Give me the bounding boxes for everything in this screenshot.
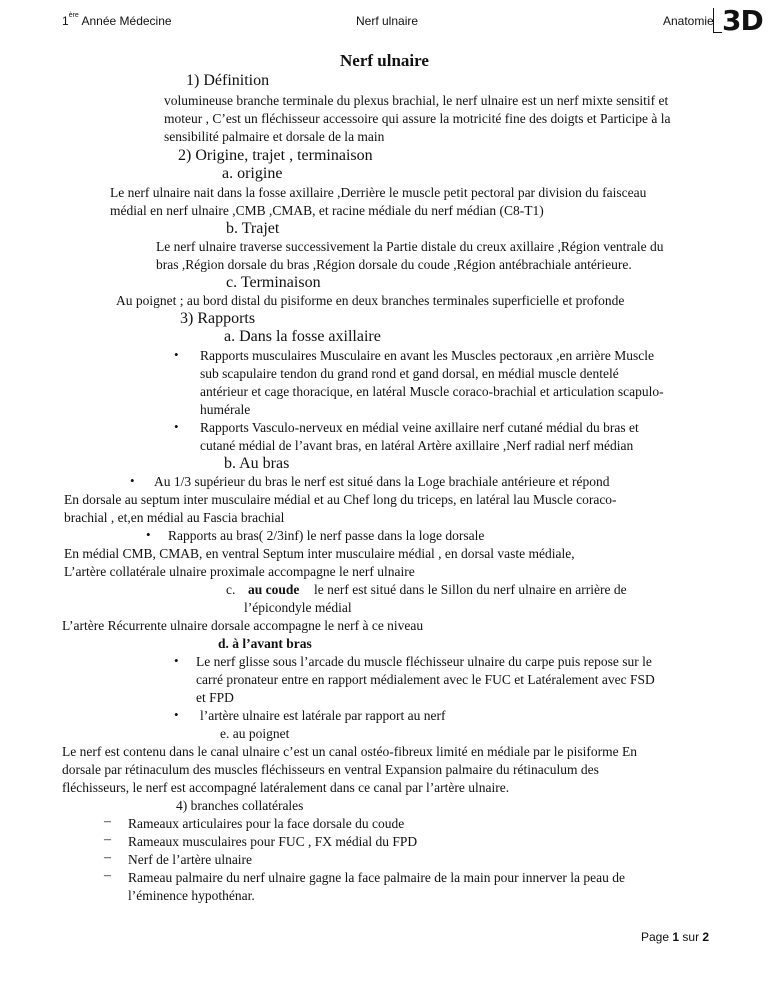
origine-line: médial en nerf ulnaire ,CMB ,CMAB, et racine médiale du nerf médian (C8-T1) bbox=[110, 203, 544, 218]
coude-label: c. bbox=[226, 582, 236, 597]
trajet-line: bras ,Région dorsale du bras ,Région dorsale du coude ,Région antébrachiale antérieure. bbox=[156, 257, 632, 272]
axillaire-bullet-line: Rapports Vasculo-nerveux en médial veine axillaire nerf cutané médial du bras et bbox=[200, 420, 639, 435]
coude-line: L’artère Récurrente ulnaire dorsale accompagne le nerf à ce niveau bbox=[62, 618, 424, 633]
avant-bras-bullet-line: Le nerf glisse sous l’arcade du muscle fléchisseur ulnaire du carpe puis repose sur le bbox=[196, 654, 652, 669]
avant-bras-bullet-line: l’artère ulnaire est latérale par rapport au nerf bbox=[200, 708, 446, 723]
axillaire-bullet-line: sub scapulaire tendon du grand rond et gand dorsal, en médial muscle dentelé bbox=[200, 366, 619, 381]
bras-bullet-line: Rapports au bras( 2/3inf) le nerf passe dans la loge dorsale bbox=[168, 528, 485, 543]
section-3-heading: 3) Rapports bbox=[180, 310, 256, 327]
branch-item-continuation: l’éminence hypothénar. bbox=[128, 888, 255, 903]
poignet-line: dorsale par rétinaculum des muscles fléchisseurs en ventral Expansion palmaire du rétinaculum des bbox=[62, 762, 599, 777]
origine-heading: a. origine bbox=[222, 165, 283, 182]
bullet-icon: • bbox=[130, 473, 135, 488]
bullet-icon: • bbox=[174, 707, 179, 722]
terminaison-heading: c. Terminaison bbox=[226, 274, 321, 291]
handwritten-mark: 3D bbox=[722, 4, 763, 37]
bullet-icon: • bbox=[146, 527, 151, 542]
bullet-icon: • bbox=[174, 653, 179, 668]
dash-icon: – bbox=[104, 814, 111, 829]
axillaire-heading: a. Dans la fosse axillaire bbox=[224, 328, 381, 345]
bras-line: L’artère collatérale ulnaire proximale accompagne le nerf ulnaire bbox=[64, 564, 415, 579]
bullet-icon: • bbox=[174, 347, 179, 362]
dash-icon: – bbox=[104, 850, 111, 865]
coude-heading: au coude bbox=[248, 582, 300, 597]
page-total: 2 bbox=[702, 930, 710, 944]
bras-line: En médial CMB, CMAB, en ventral Septum inter musculaire médial , en dorsal vaste médiale, bbox=[64, 546, 575, 561]
axillaire-bullet-line: Rapports musculaires Musculaire en avant les Muscles pectoraux ,en arrière Muscle bbox=[200, 348, 654, 363]
section-2-heading: 2) Origine, trajet , terminaison bbox=[178, 147, 373, 164]
header-level-number: 1 bbox=[62, 14, 69, 28]
section-1-heading: 1) Définition bbox=[186, 72, 270, 89]
axillaire-bullet-line: antérieur et cage thoracique, en latéral Muscle coraco-brachial et articulation scapulo- bbox=[200, 384, 664, 399]
header-level-suffix: ère bbox=[68, 12, 79, 19]
poignet-heading: e. au poignet bbox=[220, 726, 290, 741]
bullet-icon: • bbox=[174, 419, 179, 434]
branch-item: Rameau palmaire du nerf ulnaire gagne la face palmaire de la main pour innerver la peau de bbox=[128, 870, 626, 885]
coude-line: le nerf est situé dans le Sillon du nerf ulnaire en arrière de bbox=[314, 582, 627, 597]
branch-item: Rameaux musculaires pour FUC , FX médial du FPD bbox=[128, 834, 418, 849]
terminaison-line: Au poignet ; au bord distal du pisiforme en deux branches terminales superficielle et profonde bbox=[116, 293, 625, 308]
bras-line: brachial , et,en médial au Fascia brachial bbox=[64, 510, 285, 525]
bras-heading: b. Au bras bbox=[224, 455, 290, 472]
definition-line: sensibilité palmaire et dorsale de la main bbox=[164, 129, 385, 144]
avant-bras-bullet-line: et FPD bbox=[196, 690, 234, 705]
page-of-label: sur bbox=[682, 930, 700, 944]
definition-line: volumineuse branche terminale du plexus brachial, le nerf ulnaire est un nerf mixte sensitif et bbox=[164, 93, 669, 108]
axillaire-bullet-line: humérale bbox=[200, 402, 251, 417]
dash-icon: – bbox=[104, 868, 111, 883]
page-current: 1 bbox=[672, 930, 680, 944]
origine-line: Le nerf ulnaire nait dans la fosse axillaire ,Derrière le muscle petit pectoral par division du faisceau bbox=[110, 185, 647, 200]
avant-bras-bullet-line: carré pronateur entre en rapport médialement avec le FUC et Latéralement avec FSD bbox=[196, 672, 655, 687]
page-label: Page bbox=[641, 930, 670, 944]
trajet-line: Le nerf ulnaire traverse successivement la Partie distale du creux axillaire ,Région ventrale du bbox=[156, 239, 664, 254]
header-subject: Anatomie bbox=[663, 14, 714, 28]
poignet-line: Le nerf est contenu dans le canal ulnaire c’est un canal ostéo-fibreux limité en médiale par le pisiforme En bbox=[62, 744, 638, 759]
trajet-heading: b. Trajet bbox=[226, 220, 280, 237]
dash-icon: – bbox=[104, 832, 111, 847]
branch-item: Rameaux articulaires pour la face dorsale du coude bbox=[128, 816, 405, 831]
avant-bras-heading: d. à l’avant bras bbox=[218, 636, 312, 651]
document-title: Nerf ulnaire bbox=[340, 51, 429, 70]
header-topic: Nerf ulnaire bbox=[356, 14, 419, 28]
bras-line: En dorsale au septum inter musculaire médial et au Chef long du triceps, en latéral lau Muscle coraco- bbox=[64, 492, 617, 507]
bras-bullet-line: Au 1/3 supérieur du bras le nerf est situé dans la Loge brachiale antérieure et répond bbox=[154, 474, 610, 489]
header-level-text: Année Médecine bbox=[81, 14, 172, 28]
poignet-line: fléchisseurs, le nerf est accompagné latéralement dans ce canal par l’artère ulnaire. bbox=[62, 780, 510, 795]
branch-item: Nerf de l’artère ulnaire bbox=[128, 852, 253, 867]
page-number bbox=[641, 930, 709, 944]
definition-line: moteur , C’est un fléchisseur accessoire qui assure la motricité fine des doigts et Participe à la bbox=[164, 111, 671, 126]
coude-line: l’épicondyle médial bbox=[244, 600, 352, 615]
section-4-heading: 4) branches collatérales bbox=[176, 798, 304, 813]
axillaire-bullet-line: cutané médial de l’avant bras, en latéral Artère axillaire ,Nerf radial nerf médian bbox=[200, 438, 634, 453]
